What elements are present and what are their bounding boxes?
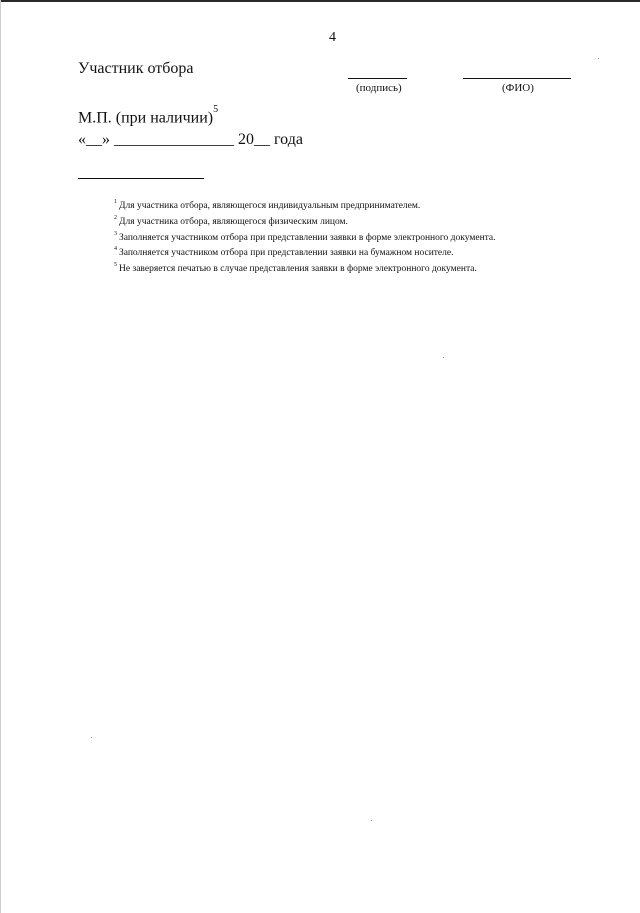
footnote-item — [114, 229, 496, 245]
footnotes-list — [114, 197, 496, 276]
footnote-text: Для участника отбора, являющегося индивидуальным предпринимателем. — [119, 201, 421, 212]
stamp-footnote-ref: 5 — [213, 104, 219, 115]
name-line — [463, 78, 571, 79]
footnote-item — [114, 244, 496, 260]
footnote-number: 1 — [114, 199, 117, 205]
page-top-edge — [0, 0, 640, 2]
footnote-text: Заполняется участником отбора при представлении заявки на бумажном носителе. — [119, 248, 454, 259]
footnote-separator — [78, 178, 204, 179]
footnote-number: 2 — [114, 214, 117, 221]
scan-speck — [91, 737, 92, 738]
footnote-number: 5 — [114, 262, 117, 268]
stamp-label — [78, 104, 219, 127]
signature-line — [348, 78, 407, 79]
page-left-edge — [0, 0, 1, 913]
footnote-text: Для участника отбора, являющегося физическим лицом. — [119, 216, 348, 227]
signature-caption: (подпись) — [356, 82, 402, 94]
scan-speck — [371, 820, 372, 821]
footnote-item — [114, 213, 496, 229]
footnote-number: 3 — [114, 230, 117, 237]
footnote-number: 4 — [114, 246, 117, 253]
footnote-text: Не заверяется печатью в случае представления заявки в форме электронного документа. — [119, 264, 477, 275]
page-number: 4 — [329, 30, 336, 45]
participant-label: Участник отбора — [78, 60, 194, 77]
scan-speck — [598, 58, 599, 59]
footnote-item — [114, 197, 496, 213]
stamp-text: М.П. (при наличии) — [78, 109, 214, 127]
footnote-item — [114, 260, 496, 276]
footnote-text: Заполняется участником отбора при представлении заявки в форме электронного документа. — [119, 232, 496, 243]
date-line: «__» _______________ 20__ года — [78, 131, 303, 148]
scan-speck — [443, 357, 444, 358]
name-caption: (ФИО) — [502, 82, 534, 94]
